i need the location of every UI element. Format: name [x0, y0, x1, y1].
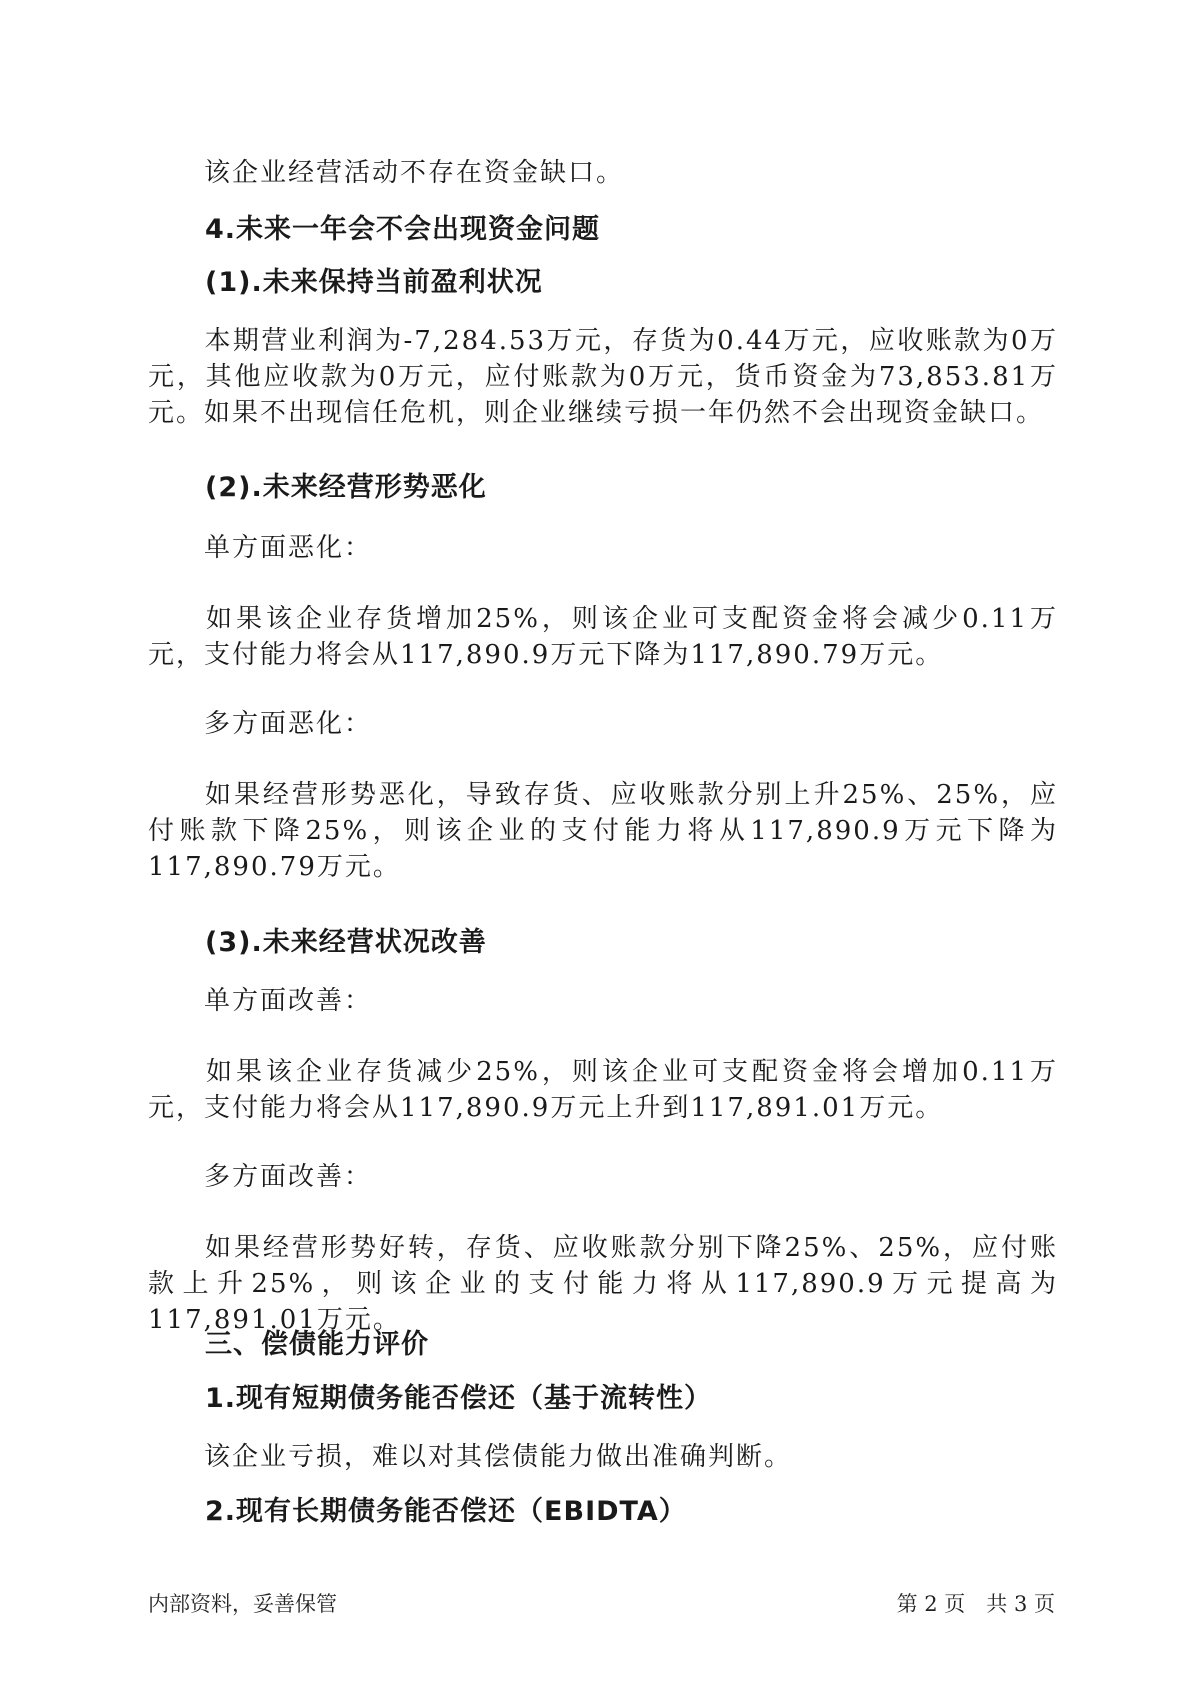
- page-number: 第 2 页 共 3 页: [896, 1592, 1055, 1616]
- paragraph: 如果该企业存货增加25%，则该企业可支配资金将会减少0.11万元，支付能力将会从117,890.9万元下降为117,890.79万元。: [148, 604, 1058, 670]
- paragraph: 本期营业利润为-7,284.53万元，存货为0.44万元，应收账款为0万元，其他应收款为0万元，应付账款为0万元，货币资金为73,853.81万元。如果不出现信任危机，则企业继续亏损一年仍然不会出现资金缺口。: [148, 326, 1058, 428]
- subsection-heading: (2).未来经营形势恶化: [205, 472, 487, 503]
- section-heading: 三、偿债能力评价: [205, 1329, 429, 1360]
- paragraph: 单方面恶化：: [204, 533, 373, 563]
- footer-note: 内部资料，妥善保管: [148, 1592, 337, 1616]
- paragraph: 该企业亏损，难以对其偿债能力做出准确判断。: [204, 1442, 793, 1472]
- paragraph: 多方面恶化：: [204, 709, 373, 739]
- paragraph: 如果经营形势好转，存货、应收账款分别下降25%、25%，应付账款上升25%，则该企业的支付能力将从117,890.9万元提高为117,891.01万元。: [148, 1233, 1058, 1335]
- paragraph: 单方面改善：: [204, 986, 373, 1016]
- section-heading: 4.未来一年会不会出现资金问题: [205, 214, 601, 245]
- paragraph: 如果经营形势恶化，导致存货、应收账款分别上升25%、25%，应付账款下降25%，则该企业的支付能力将从117,890.9万元下降为117,890.79万元。: [148, 780, 1058, 882]
- paragraph: 如果该企业存货减少25%，则该企业可支配资金将会增加0.11万元，支付能力将会从117,890.9万元上升到117,891.01万元。: [148, 1057, 1058, 1123]
- paragraph: 多方面改善：: [204, 1162, 373, 1192]
- subsection-heading: (1).未来保持当前盈利状况: [205, 267, 543, 298]
- subsection-heading: 2.现有长期债务能否偿还（EBIDTA）: [205, 1496, 687, 1527]
- subsection-heading: 1.现有短期债务能否偿还（基于流转性）: [205, 1383, 713, 1414]
- paragraph: 该企业经营活动不存在资金缺口。: [204, 158, 625, 188]
- subsection-heading: (3).未来经营状况改善: [205, 927, 487, 958]
